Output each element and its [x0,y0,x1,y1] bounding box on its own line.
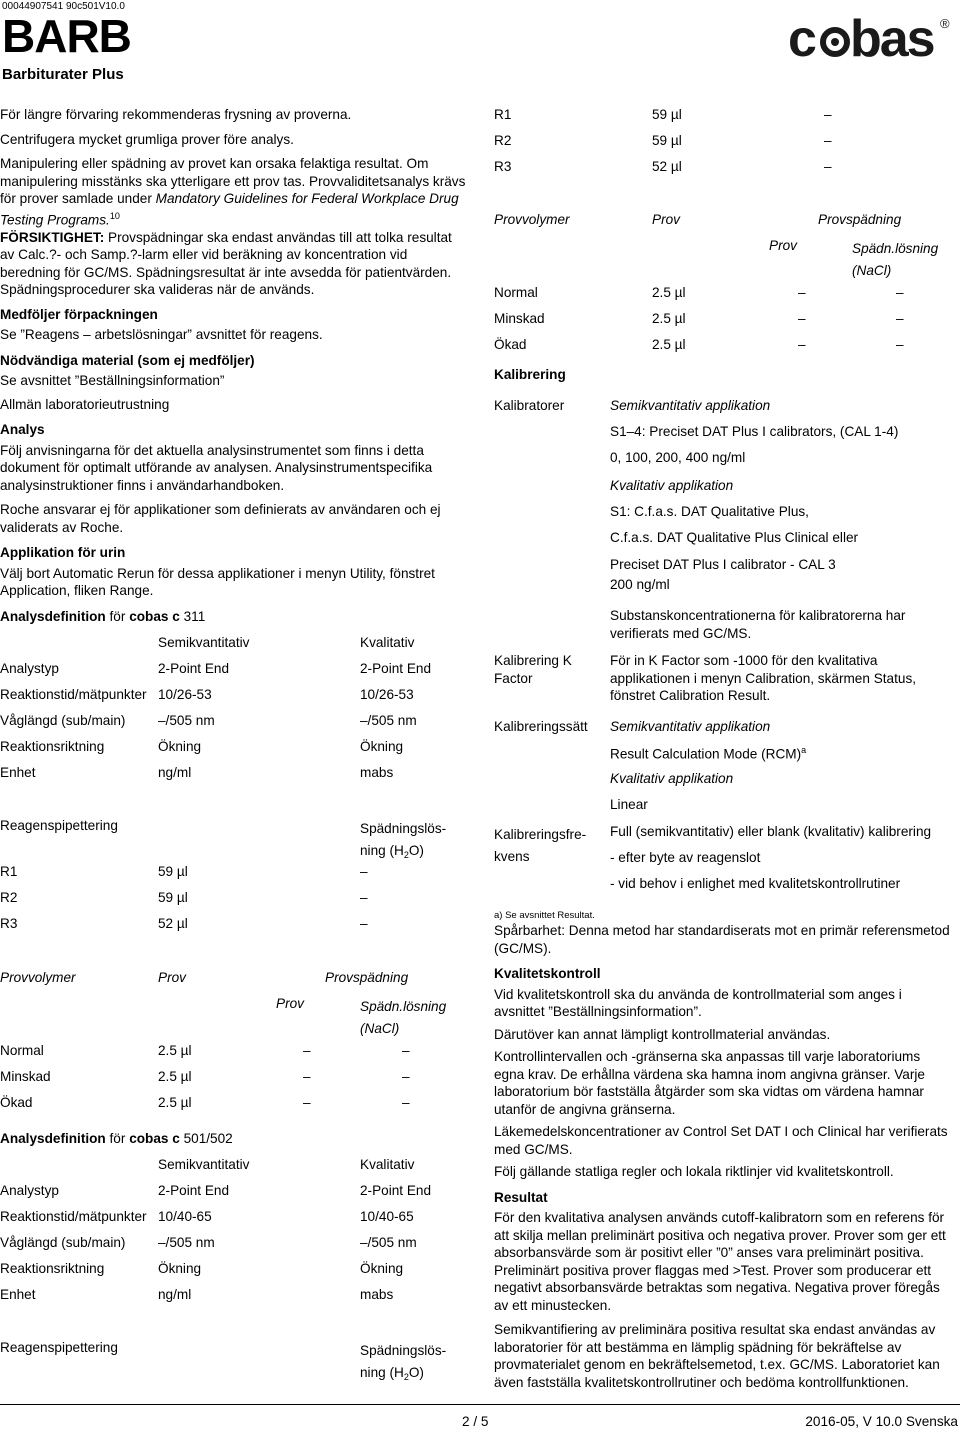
table-cell: Ökad [0,1095,33,1110]
sample-dilution-label: Provspädning [818,212,902,227]
table-cell: Minskad [0,1069,51,1084]
sample-dilution-prov: Prov [276,996,304,1011]
table-cell: 2-Point End [360,1183,432,1198]
table-cell: Ökning [360,739,404,754]
sample-volume-label: Provvolymer [494,212,570,227]
paragraph: Följ anvisningarna för det aktuella analysinstrumentet som finns i detta dokument för optimalt utförande av analysen. Analysinstrumentspecifika analysinstruktioner finns i användarhandboken. [0,442,433,493]
table-cell: 2-Point End [158,661,230,676]
table-cell: 10/26-53 [360,687,414,702]
table-cell: –/505 nm [360,713,417,728]
paragraph: Välj bort Automatic Rerun för dessa applikationer i menyn Utility, fönstret Application, fliken Range. [0,565,435,599]
paragraph: Vid kvalitetskontroll ska du använda de kontrollmaterial som anges i avsnittet ”Beställningsinformation”. [494,986,902,1019]
table-cell: mabs [360,1287,394,1302]
table-cell: Analystyp [0,1183,59,1198]
paragraph: Se ”Reagens – arbetslösningar” avsnittet för reagens. [0,327,323,343]
table-cell: R2 [0,890,18,905]
table-cell: 2.5 µl [652,337,686,352]
table-cell: – [360,864,368,879]
table-cell: – [402,1095,410,1110]
right-lower-column [494,922,952,1391]
table-cell: – [303,1043,311,1058]
dilution-label: Spädningslös- ning $(H_2O)$ [360,1343,447,1382]
table-cell: Våglängd (sub/main) [0,713,126,728]
sample-dilution-prov: Prov [769,238,797,253]
table-cell: 2.5 µl [158,1095,192,1110]
paragraph: Semikvantifiering av preliminära positiva resultat ska endast användas av laboratorier för att bestämma en lämplig spädning för bekräftelse av provmaterialet genom en bekräftelsemetod, t.ex. GC/MS. Laboratoriet kan även fastställa kvalitetskontrollrutiner och bedöma kontrollfunktionen. [494,1322,940,1390]
page-title: BARB [2,10,131,62]
paragraph: Därutöver kan annat lämpligt kontrollmaterial användas. [494,1026,831,1042]
calibration-mode-linear: Linear [610,797,648,812]
paragraph: Spårbarhet: Denna metod har standardiserats mot en primär referensmetod (GC/MS). [494,923,950,956]
paragraph: För längre förvaring rekommenderas frysning av proverna. [0,107,352,122]
table-cell: – [402,1043,410,1058]
calibration-mode-rcm: Result Calculation Mode (RCM)$^a$ [610,745,807,762]
column-header-qual: Kvalitativ [360,1157,415,1172]
table-cell: Minskad [494,311,545,326]
table-cell: R3 [494,159,512,174]
calibration-mode-qual: Kvalitativ applikation [610,771,734,786]
paragraph: Följ gällande statliga regler och lokala riktlinjer vid kvalitetskontroll. [494,1164,894,1179]
section-heading: Applikation för urin [0,545,126,561]
table-cell: Enhet [0,1287,36,1302]
section-heading: Kalibrering [494,367,566,382]
sample-volume-label: Provvolymer [0,970,76,985]
footer-rule [0,1404,960,1405]
table-cell: Enhet [0,765,36,780]
table-cell: – [824,107,832,122]
dilution-label: Spädningslös- ning $(H_2O)$ [360,821,447,860]
table-cell: Normal [0,1043,44,1058]
column-header-qual: Kvalitativ [360,635,415,650]
table-cell: – [360,916,368,931]
kfactor-label: Kalibrering K Factor [494,653,572,686]
table-cell: Ökning [360,1261,404,1276]
table-cell: 10/40-65 [360,1209,414,1224]
calibration-text: C.f.a.s. DAT Qualitative Plus Clinical eller [610,530,859,545]
table-cell: – [303,1095,311,1110]
table-cell: Reaktionsriktning [0,739,105,754]
table-cell: Ökad [494,337,527,352]
paragraph: Se avsnittet ”Beställningsinformation” [0,373,225,389]
table-cell: 2.5 µl [652,285,686,300]
table-cell: 2.5 µl [158,1069,192,1084]
table-cell: ng/ml [158,1287,192,1302]
table-cell: –/505 nm [360,1235,417,1250]
sample-volume-prov: Prov [652,212,680,227]
table-cell: 59 µl [158,864,188,879]
table-cell: R1 [494,107,512,122]
calibration-text: 0, 100, 200, 400 ng/ml [610,450,746,465]
table-cell: 59 µl [158,890,188,905]
table-cell: Reaktionstid/mätpunkter [0,1209,147,1224]
calibration-text: Substanskoncentrationerna för kalibratorerna har verifierats med GC/MS. [610,608,906,641]
calibration-text: S1: C.f.a.s. DAT Qualitative Plus, [610,504,809,519]
paragraph: För den kvalitativa analysen används cutoff-kalibratorn som en referens för att skilja mellan preliminärt positiva och negativa prover. Prover som ger ett absorbansvärde som är positivt eller ”0” anses vara preliminärt positiva. Preliminärt positiva prover flaggas med >Test. Prover som producerar ett negativt absorbansvärde betraktas som negativa. Negativa prover föregås av ett minustecken. [494,1210,946,1313]
table-cell: – [896,311,904,326]
left-column [0,106,466,600]
calibration-text: 200 ng/ml [610,577,670,592]
sample-volume-prov: Prov [158,970,186,985]
table-cell: Ökning [158,739,202,754]
caution-paragraph: FÖRSIKTIGHET: Provspädningar ska endast användas till att tolka resultat av Calc.?- och Samp.?-larm eller vid beräkning av koncentration vid beredning för GC/MS. Spädningsresultat är inte avsedda för patientvärden. Spädningsprocedurer ska valideras när de används. [0,229,452,298]
table-cell: – [360,890,368,905]
reagent-pipetting-label: Reagenspipettering [0,818,118,833]
calibration-frequency-text: Full (semikvantitativ) eller blank (kvalitativ) kalibrering [610,824,932,839]
table-cell: 52 µl [158,916,188,931]
assay-definition-heading: Analysdefinition för cobas c 311 [0,609,206,624]
calibration-frequency-text: - vid behov i enlighet med kvalitetskontrollrutiner [610,876,901,891]
column-header-semi: Semikvantitativ [158,1157,250,1172]
table-cell: – [824,133,832,148]
calibration-frequency-text: - efter byte av reagenslot [610,850,761,865]
table-cell: – [798,311,806,326]
table-cell: 10/26-53 [158,687,212,702]
table-cell: 52 µl [652,159,682,174]
assay-definition-heading: Analysdefinition för cobas c 501/502 [0,1131,233,1146]
table-cell: – [402,1069,410,1084]
table-cell: – [798,337,806,352]
table-cell: Analystyp [0,661,59,676]
sample-dilution-diluent: Spädn.lösning (NaCl) [360,999,447,1036]
table-cell: Våglängd (sub/main) [0,1235,126,1250]
paragraph: Centrifugera mycket grumliga prover före analys. [0,131,294,147]
page-subtitle: Barbiturater Plus [2,66,124,83]
paragraph: Allmän laboratorieutrustning [0,396,170,412]
section-heading: Medföljer förpackningen [0,306,158,322]
table-cell: 2.5 µl [652,311,686,326]
calibrators-label: Kalibratorer [494,398,565,413]
svg-text:c: c [788,10,815,66]
table-cell: Reaktionsriktning [0,1261,105,1276]
table-cell: – [896,285,904,300]
table-cell: Normal [494,285,538,300]
sample-dilution-diluent: Spädn.lösning (NaCl) [852,241,939,278]
section-heading: Analys [0,422,45,438]
reagent-pipetting-label: Reagenspipettering [0,1340,118,1355]
table-cell: – [303,1069,311,1084]
paragraph: Läkemedelskoncentrationer av Control Set DAT I och Clinical har verifierats med GC/MS. [494,1124,948,1157]
column-header-semi: Semikvantitativ [158,635,250,650]
version-info: 2016-05, V 10.0 Svenska [805,1414,958,1429]
paragraph: Roche ansvarar ej för applikationer som definierats av användaren och ej validerats av Roche. [0,502,441,535]
section-heading: Resultat [494,1189,548,1205]
table-cell: – [824,159,832,174]
table-cell: 2-Point End [158,1183,230,1198]
kfactor-text: För in K Factor som -1000 för den kvalitativa applikationen i menyn Calibration, skärmen Status, fönstret Calibration Result. [610,653,917,703]
sample-dilution-label: Provspädning [325,970,409,985]
table-cell: 2.5 µl [158,1043,192,1058]
svg-text:bas: bas [850,10,934,66]
table-cell: –/505 nm [158,713,215,728]
table-cell: R2 [494,133,512,148]
table-cell: – [896,337,904,352]
section-heading: Nödvändiga material (som ej medföljer) [0,352,255,368]
calibration-frequency-label: Kalibreringsfre- kvens [494,827,587,864]
table-cell: R3 [0,916,18,931]
cobas-logo [788,8,958,66]
table-cell: mabs [360,765,394,780]
svg-text:®: ® [940,16,950,31]
paragraph: Manipulering eller spädning av provet kan orsaka felaktiga resultat. Om manipulering misstänks ska ytterligare ett prov tas. Provvaliditetsanalys krävs för prover samlade under Mandatory Guidelines for Federal Workplace Drug Testing Programs.$^{10}$ [0,156,466,228]
table-cell: 10/40-65 [158,1209,212,1224]
table-cell: ng/ml [158,765,192,780]
paragraph: Kontrollintervallen och -gränserna ska anpassas till varje laboratoriums egna krav. De erhållna värdena ska hamna inom angivna gränser. Varje laboratorium bör fastställa åtgärder som ska vidtas om värdena hamnar utanför de angivna gränserna. [494,1049,925,1117]
table-cell: R1 [0,864,18,879]
table-cell: Ökning [158,1261,202,1276]
table-cell: 59 µl [652,107,682,122]
table-cell: – [798,285,806,300]
table-cell: Reaktionstid/mätpunkter [0,687,147,702]
calibration-mode-label: Kalibreringssätt [494,719,588,734]
page-number: 2 / 5 [462,1414,489,1429]
table-cell: 59 µl [652,133,682,148]
section-heading: Kvalitetskontroll [494,966,601,981]
calibration-text: Preciset DAT Plus I calibrator - CAL 3 [610,557,836,572]
calibration-semi: Semikvantitativ applikation [610,398,771,413]
calibration-text: S1–4: Preciset DAT Plus I calibrators, (CAL 1-4) [610,424,899,439]
table-cell: –/505 nm [158,1235,215,1250]
footnote: a) Se avsnittet Resultat. [494,910,595,921]
calibration-mode-semi: Semikvantitativ applikation [610,719,771,734]
document-id: 00044907541 90c501V10.0 [2,1,125,12]
table-cell: 2-Point End [360,661,432,676]
calibration-qual: Kvalitativ applikation [610,478,734,493]
